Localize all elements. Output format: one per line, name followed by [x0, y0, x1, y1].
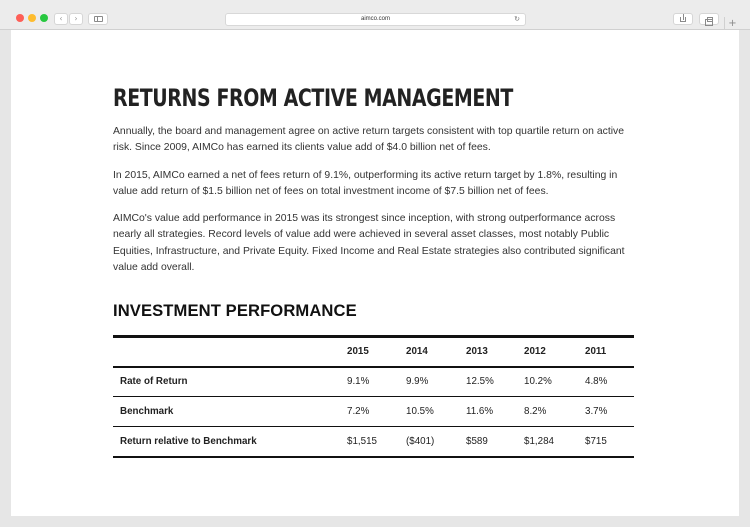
minimize-window-button[interactable]	[28, 14, 36, 22]
column-header-label	[113, 337, 347, 367]
table-row	[113, 397, 634, 427]
chevron-left-icon: ‹	[59, 14, 63, 23]
maximize-window-button[interactable]	[40, 14, 48, 22]
web-page	[11, 30, 739, 516]
table-cell: 9.9%	[406, 376, 429, 388]
forward-button[interactable]	[69, 13, 83, 25]
row-label: Return relative to Benchmark	[113, 427, 347, 457]
share-icon	[680, 17, 686, 22]
address-bar[interactable]	[225, 13, 526, 26]
value-add-paragraph: AIMCo's value add performance in 2015 was its strongest since inception, with strong outperformance across nearly all strategies. Record levels of value add were achieved in several asset classes, most notably Public Equities, Infrastructure, and Private Equity. Fixed Income and Real Estate strategies also contributed significant value add overall.	[113, 213, 625, 274]
browser-toolbar	[0, 0, 750, 30]
table-cell: 7.2%	[347, 397, 406, 427]
column-header-2012: 2012	[524, 337, 585, 367]
table-cell: 3.7%	[585, 397, 634, 427]
page-title: RETURNS FROM ACTIVE MANAGEMENT	[113, 84, 513, 112]
show-tabs-button[interactable]	[699, 13, 719, 25]
table-row	[113, 427, 634, 457]
results-paragraph: In 2015, AIMCo earned a net of fees return of 9.1%, outperforming its active return target by 1.8%, resulting in value add return of $1.5 billion net of fees on total investment income of $7.5 billion net of fees.	[113, 170, 618, 198]
column-header-2013: 2013	[466, 337, 524, 367]
column-header-2014: 2014	[406, 337, 466, 367]
table-cell: $1,284	[524, 427, 585, 457]
sidebar-icon	[94, 16, 103, 22]
tabs-icon	[707, 17, 713, 22]
table-row	[113, 367, 634, 397]
table-header-row	[113, 337, 634, 367]
section-title: INVESTMENT PERFORMANCE	[113, 301, 357, 320]
intro-paragraph: Annually, the board and management agree on active return targets consistent with top quartile return on active risk. Since 2009, AIMCo has earned its clients value add of $4.0 billion net of fees.	[113, 126, 624, 154]
reload-icon[interactable]: ↻	[514, 15, 520, 23]
chevron-right-icon: ›	[74, 14, 78, 23]
table-cell: $1,515	[347, 427, 406, 457]
table-cell: 11.6%	[466, 397, 524, 427]
table-cell: $715	[585, 427, 634, 457]
sidebar-toggle-button[interactable]	[88, 13, 108, 25]
back-button[interactable]	[54, 13, 68, 25]
investment-performance-table	[113, 335, 634, 458]
row-label: Rate of Return	[120, 376, 188, 388]
plus-icon: +	[728, 18, 737, 29]
row-label: Benchmark	[113, 397, 347, 427]
table-cell: 8.2%	[524, 397, 585, 427]
table-cell: 10.5%	[406, 397, 466, 427]
table-cell: 4.8%	[585, 376, 608, 388]
share-button[interactable]	[673, 13, 693, 25]
close-window-button[interactable]	[16, 14, 24, 22]
table-cell: ($401)	[406, 427, 466, 457]
new-tab-button[interactable]	[724, 17, 740, 30]
column-header-2011: 2011	[585, 337, 634, 367]
table-cell: 12.5%	[466, 376, 494, 388]
table-cell: $589	[466, 427, 524, 457]
column-header-2015: 2015	[347, 337, 406, 367]
url-text: aimco.com	[360, 16, 390, 22]
table-cell: 9.1%	[347, 376, 370, 388]
table-cell: 10.2%	[524, 376, 552, 388]
